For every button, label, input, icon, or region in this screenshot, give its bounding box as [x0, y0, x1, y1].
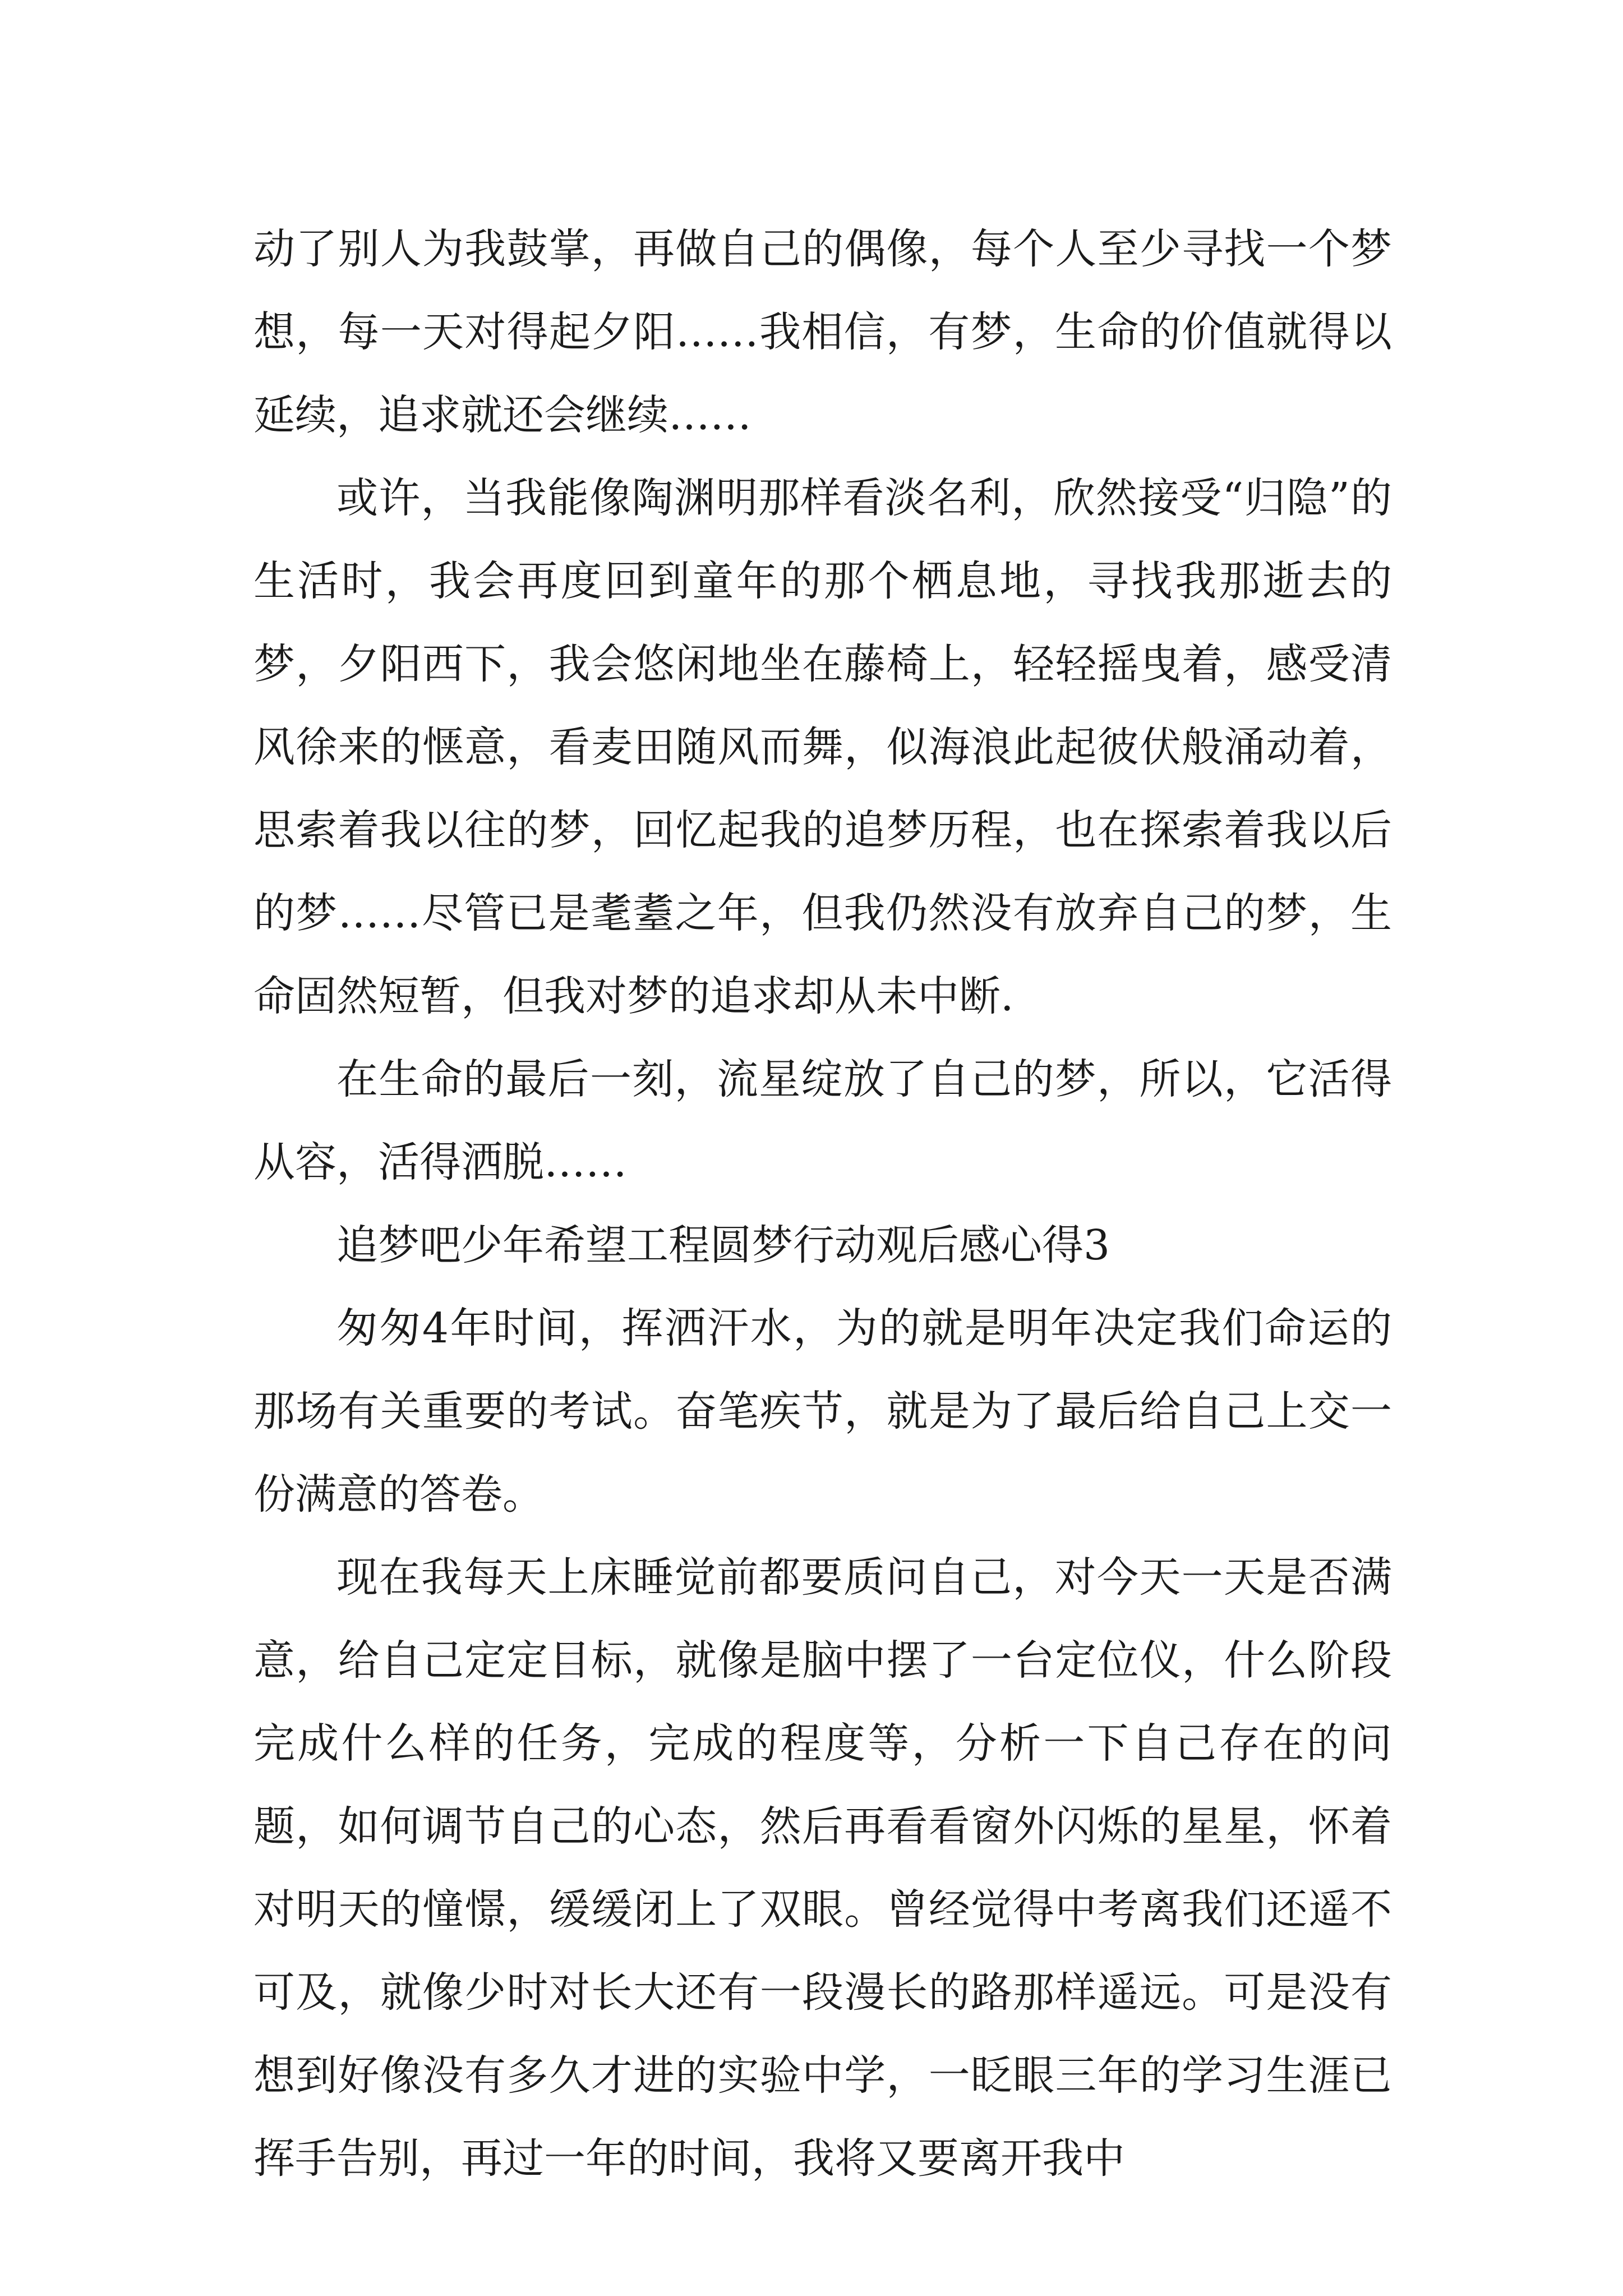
section-heading: 追梦吧少年希望工程圆梦行动观后感心得3: [336, 1221, 1110, 1269]
document-body: [253, 208, 1392, 2200]
body-paragraph: 匆匆4年时间，挥洒汗水，为的就是明年决定我们命运的那场有关重要的考试。奋笔疾节，就是为了最后给自己上交一份满意的答卷。: [253, 1304, 1392, 1519]
body-paragraph: 在生命的最后一刻，流星绽放了自己的梦，所以，它活得从容，活得洒脱……: [253, 1055, 1392, 1186]
body-paragraph: 动了别人为我鼓掌，再做自己的偶像，每个人至少寻找一个梦想，每一天对得起夕阳……我相信，有梦，生命的价值就得以延续，追求就还会继续……: [253, 225, 1392, 439]
body-paragraph: 或许，当我能像陶渊明那样看淡名利，欣然接受“归隐”的生活时，我会再度回到童年的那个栖息地，寻找我那逝去的梦，夕阳西下，我会悠闲地坐在藤椅上，轻轻摇曳着，感受清风徐来的惬意，看麦田随风而舞，似海浪此起彼伏般涌动着，思索着我以往的梦，回忆起我的追梦历程，也在探索着我以后的梦……尽管已是耄耋之年，但我仍然没有放弃自己的梦，生命固然短暂，但我对梦的追求却从未中断.: [253, 474, 1392, 1020]
body-paragraph: 现在我每天上床睡觉前都要质问自己，对今天一天是否满意，给自己定定目标，就像是脑中摆了一台定位仪，什么阶段完成什么样的任务，完成的程度等，分析一下自己存在的问题，如何调节自己的心态，然后再看看窗外闪烁的星星，怀着对明天的憧憬，缓缓闭上了双眼。曾经觉得中考离我们还遥不可及，就像少时对长大还有一段漫长的路那样遥远。可是没有想到好像没有多久才进的实验中学，一眨眼三年的学习生涯已挥手告别，再过一年的时间，我将又要离开我中: [253, 1553, 1392, 2183]
